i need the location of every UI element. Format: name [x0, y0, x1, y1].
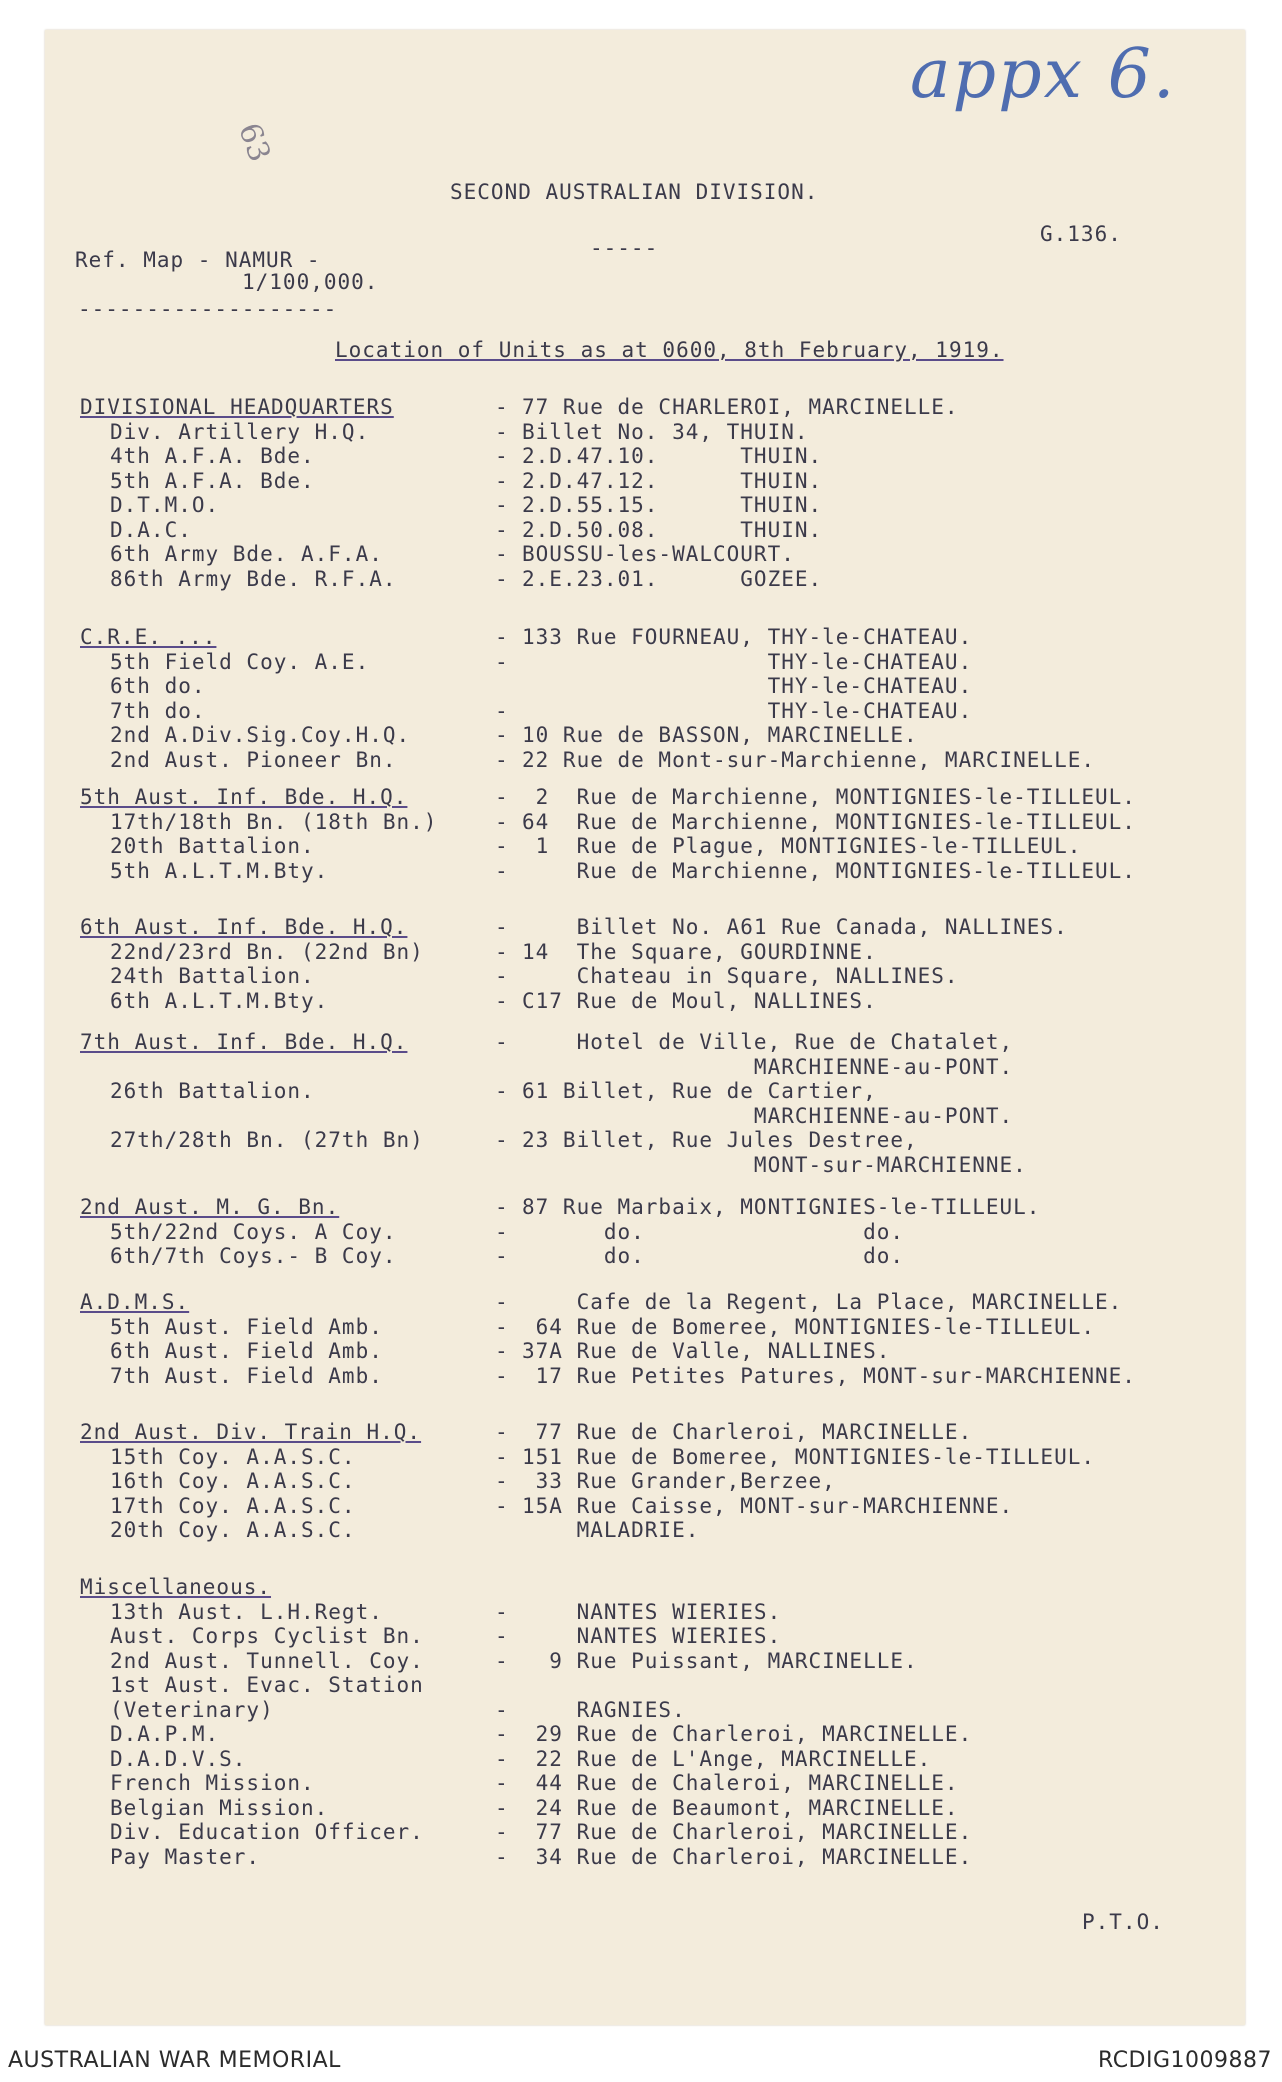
unit-name: 6th Army Bde. A.F.A.: [110, 542, 383, 566]
unit-location: 61 Billet, Rue de Cartier,: [522, 1079, 877, 1103]
unit-location: 37A Rue de Valle, NALLINES.: [522, 1339, 891, 1363]
unit-name: 17th/18th Bn. (18th Bn.): [110, 809, 438, 834]
unit-separator: -: [495, 395, 509, 419]
unit-separator: -: [495, 915, 509, 939]
unit-name: 5th Aust. Inf. Bde. H.Q.: [80, 785, 408, 809]
unit-location: RAGNIES.: [522, 1697, 686, 1722]
unit-name: Miscellaneous.: [80, 1575, 272, 1599]
unit-location: 14 The Square, GOURDINNE.: [522, 939, 877, 964]
unit-name: Div. Artillery H.Q.: [110, 419, 370, 444]
unit-location: Chateau in Square, NALLINES.: [522, 964, 959, 988]
unit-separator: -: [495, 858, 509, 883]
unit-location: MARCHIENNE-au-PONT.: [522, 1054, 1014, 1079]
unit-location: THY-le-CHATEAU.: [522, 649, 973, 674]
unit-separator: -: [495, 1624, 509, 1648]
unit-separator: -: [495, 1599, 509, 1624]
unit-name: 6th A.L.T.M.Bty.: [110, 988, 329, 1013]
unit-location: 24 Rue de Beaumont, MARCINELLE.: [522, 1795, 959, 1820]
unit-location: 10 Rue de BASSON, MARCINELLE.: [522, 723, 918, 747]
unit-separator: -: [495, 698, 509, 723]
unit-name: 2nd Aust. Pioneer Bn.: [110, 747, 397, 772]
unit-separator: -: [495, 1795, 509, 1820]
unit-location: 29 Rue de Charleroi, MARCINELLE.: [522, 1722, 973, 1746]
unit-separator: -: [495, 444, 509, 468]
unit-name: 27th/28th Bn. (27th Bn): [110, 1128, 424, 1152]
unit-separator: -: [495, 1128, 509, 1152]
unit-name: A.D.M.S.: [80, 1290, 190, 1314]
unit-name: Aust. Corps Cyclist Bn.: [110, 1624, 424, 1648]
pto-note: P.T.O.: [1082, 1910, 1164, 1934]
unit-name: 24th Battalion.: [110, 964, 315, 988]
unit-name: 6th Aust. Inf. Bde. H.Q.: [80, 915, 408, 939]
unit-location: 34 Rue de Charleroi, MARCINELLE.: [522, 1844, 973, 1869]
unit-location: 133 Rue FOURNEAU, THY-le-CHATEAU.: [522, 625, 973, 649]
unit-separator: -: [495, 1244, 509, 1268]
unit-location: 1 Rue de Plague, MONTIGNIES-le-TILLEUL.: [522, 834, 1082, 858]
unit-location: MONT-sur-MARCHIENNE.: [522, 1152, 1027, 1177]
unit-location: NANTES WIERIES.: [522, 1624, 782, 1648]
unit-separator: -: [495, 649, 509, 674]
unit-location: 77 Rue de Charleroi, MARCINELLE.: [522, 1820, 973, 1844]
unit-separator: -: [495, 809, 509, 834]
unit-separator: -: [495, 566, 509, 591]
ref-map-scale: 1/100,000.: [242, 270, 379, 294]
unit-name: 13th Aust. L.H.Regt.: [110, 1599, 383, 1624]
unit-separator: -: [495, 1314, 509, 1339]
unit-location: Cafe de la Regent, La Place, MARCINELLE.: [522, 1290, 1123, 1314]
unit-location: 22 Rue de L'Ange, MARCINELLE.: [522, 1746, 932, 1771]
folio-pencil-number: 63: [231, 118, 278, 167]
unit-separator: -: [495, 1648, 509, 1673]
unit-separator: -: [495, 1290, 509, 1314]
unit-name: 5th Field Coy. A.E.: [110, 649, 370, 674]
appendix-handwritten-note: appx 6.: [910, 35, 1177, 114]
unit-name: 20th Coy. A.A.S.C.: [110, 1518, 356, 1542]
unit-location: 2.D.47.12. THUIN.: [522, 468, 823, 493]
unit-separator: -: [495, 723, 509, 747]
unit-separator: -: [495, 1844, 509, 1869]
unit-location: 15A Rue Caisse, MONT-sur-MARCHIENNE.: [522, 1493, 1014, 1518]
unit-location: 9 Rue Puissant, MARCINELLE.: [522, 1648, 918, 1673]
unit-name: 6th/7th Coys.- B Coy.: [110, 1244, 397, 1268]
unit-separator: -: [495, 493, 509, 517]
unit-name: D.A.D.V.S.: [110, 1746, 247, 1771]
unit-name: (Veterinary): [110, 1697, 274, 1722]
unit-name: 2nd Aust. Div. Train H.Q.: [80, 1420, 422, 1444]
unit-separator: -: [495, 1722, 509, 1746]
unit-location: 64 Rue de Marchienne, MONTIGNIES-le-TILLEUL.: [522, 809, 1136, 834]
unit-location: Billet No. A61 Rue Canada, NALLINES.: [522, 915, 1068, 939]
unit-separator: -: [495, 834, 509, 858]
unit-separator: -: [495, 747, 509, 772]
unit-separator: -: [495, 1219, 509, 1244]
unit-location: 77 Rue de CHARLEROI, MARCINELLE.: [522, 395, 959, 419]
unit-separator: -: [495, 1444, 509, 1469]
unit-location: C17 Rue de Moul, NALLINES.: [522, 988, 877, 1013]
unit-name: 15th Coy. A.A.S.C.: [110, 1444, 356, 1469]
unit-separator: -: [495, 1420, 509, 1444]
unit-name: 7th Aust. Field Amb.: [110, 1363, 383, 1388]
unit-name: DIVISIONAL HEADQUARTERS: [80, 395, 394, 419]
unit-separator: -: [495, 1746, 509, 1771]
unit-location: MALADRIE.: [522, 1518, 700, 1542]
ref-map: Ref. Map - NAMUR -: [75, 248, 321, 272]
unit-name: C.R.E. ...: [80, 625, 217, 649]
unit-name: 1st Aust. Evac. Station: [110, 1673, 424, 1697]
unit-name: 2nd Aust. M. G. Bn.: [80, 1195, 340, 1219]
unit-name: D.T.M.O.: [110, 493, 220, 517]
unit-location: 87 Rue Marbaix, MONTIGNIES-le-TILLEUL.: [522, 1195, 1041, 1219]
ref-dashes: -----: [590, 236, 659, 260]
unit-location: do. do.: [522, 1219, 905, 1244]
unit-separator: -: [495, 1339, 509, 1363]
unit-name: 22nd/23rd Bn. (22nd Bn): [110, 939, 424, 964]
unit-location: Hotel de Ville, Rue de Chatalet,: [522, 1030, 1014, 1054]
unit-separator: -: [495, 517, 509, 542]
unit-name: French Mission.: [110, 1771, 315, 1795]
unit-location: THY-le-CHATEAU.: [522, 698, 973, 723]
unit-separator: -: [495, 988, 509, 1013]
unit-separator: -: [495, 1493, 509, 1518]
unit-location: BOUSSU-les-WALCOURT.: [522, 542, 795, 566]
unit-separator: -: [495, 964, 509, 988]
footer-credit: AUSTRALIAN WAR MEMORIAL: [8, 2048, 341, 2073]
unit-location: 64 Rue de Bomeree, MONTIGNIES-le-TILLEUL.: [522, 1314, 1096, 1339]
unit-name: 5th A.F.A. Bde.: [110, 468, 315, 493]
unit-location: 17 Rue Petites Patures, MONT-sur-MARCHIENNE.: [522, 1363, 1136, 1388]
unit-separator: -: [495, 1363, 509, 1388]
unit-location: 77 Rue de Charleroi, MARCINELLE.: [522, 1420, 973, 1444]
unit-name: 17th Coy. A.A.S.C.: [110, 1493, 356, 1518]
unit-location: THY-le-CHATEAU.: [522, 674, 973, 698]
unit-name: 6th Aust. Field Amb.: [110, 1339, 383, 1363]
unit-location: 151 Rue de Bomeree, MONTIGNIES-le-TILLEUL.: [522, 1444, 1096, 1469]
footer-id: RCDIG1009887: [1098, 2048, 1273, 2073]
unit-location: 2.D.47.10. THUIN.: [522, 444, 823, 468]
unit-name: 26th Battalion.: [110, 1079, 315, 1103]
unit-name: 86th Army Bde. R.F.A.: [110, 566, 397, 591]
unit-location: MARCHIENNE-au-PONT.: [522, 1103, 1014, 1128]
reference-code: G.136.: [1040, 222, 1122, 246]
unit-location: 22 Rue de Mont-sur-Marchienne, MARCINELLE.: [522, 747, 1096, 772]
unit-name: 7th do.: [110, 698, 206, 723]
unit-name: 5th Aust. Field Amb.: [110, 1314, 383, 1339]
unit-separator: -: [495, 939, 509, 964]
unit-location: 2.D.50.08. THUIN.: [522, 517, 823, 542]
unit-location: 2.E.23.01. GOZEE.: [522, 566, 823, 591]
unit-separator: -: [495, 1030, 509, 1054]
unit-separator: -: [495, 542, 509, 566]
unit-name: D.A.C.: [110, 517, 192, 542]
unit-name: 2nd Aust. Tunnell. Coy.: [110, 1648, 424, 1673]
unit-name: 2nd A.Div.Sig.Coy.H.Q.: [110, 723, 411, 747]
document-subtitle: Location of Units as at 0600, 8th February, 1919.: [335, 338, 1004, 362]
unit-name: 16th Coy. A.A.S.C.: [110, 1469, 356, 1493]
unit-location: 23 Billet, Rue Jules Destree,: [522, 1128, 918, 1152]
ref-rule: -------------------: [78, 297, 338, 321]
document-title: SECOND AUSTRALIAN DIVISION.: [450, 180, 819, 204]
unit-name: 6th do.: [110, 674, 206, 698]
unit-separator: -: [495, 1469, 509, 1493]
unit-separator: -: [495, 468, 509, 493]
unit-location: NANTES WIERIES.: [522, 1599, 782, 1624]
unit-separator: -: [495, 1195, 509, 1219]
unit-location: Rue de Marchienne, MONTIGNIES-le-TILLEUL.: [522, 858, 1136, 883]
unit-separator: -: [495, 419, 509, 444]
unit-location: 44 Rue de Chaleroi, MARCINELLE.: [522, 1771, 959, 1795]
unit-separator: -: [495, 1820, 509, 1844]
unit-separator: -: [495, 785, 509, 809]
unit-separator: -: [495, 625, 509, 649]
unit-location: 2.D.55.15. THUIN.: [522, 493, 823, 517]
unit-name: D.A.P.M.: [110, 1722, 220, 1746]
unit-location: Billet No. 34, THUIN.: [522, 419, 809, 444]
unit-name: Belgian Mission.: [110, 1795, 329, 1820]
unit-location: 33 Rue Grander,Berzee,: [522, 1469, 836, 1493]
unit-location: 2 Rue de Marchienne, MONTIGNIES-le-TILLEUL.: [522, 785, 1136, 809]
unit-name: 5th A.L.T.M.Bty.: [110, 858, 329, 883]
unit-name: 20th Battalion.: [110, 834, 315, 858]
unit-separator: -: [495, 1771, 509, 1795]
unit-name: Pay Master.: [110, 1844, 261, 1869]
unit-name: Div. Education Officer.: [110, 1820, 424, 1844]
unit-name: 7th Aust. Inf. Bde. H.Q.: [80, 1030, 408, 1054]
unit-separator: -: [495, 1697, 509, 1722]
unit-location: do. do.: [522, 1244, 905, 1268]
unit-separator: -: [495, 1079, 509, 1103]
unit-name: 5th/22nd Coys. A Coy.: [110, 1219, 397, 1244]
unit-name: 4th A.F.A. Bde.: [110, 444, 315, 468]
